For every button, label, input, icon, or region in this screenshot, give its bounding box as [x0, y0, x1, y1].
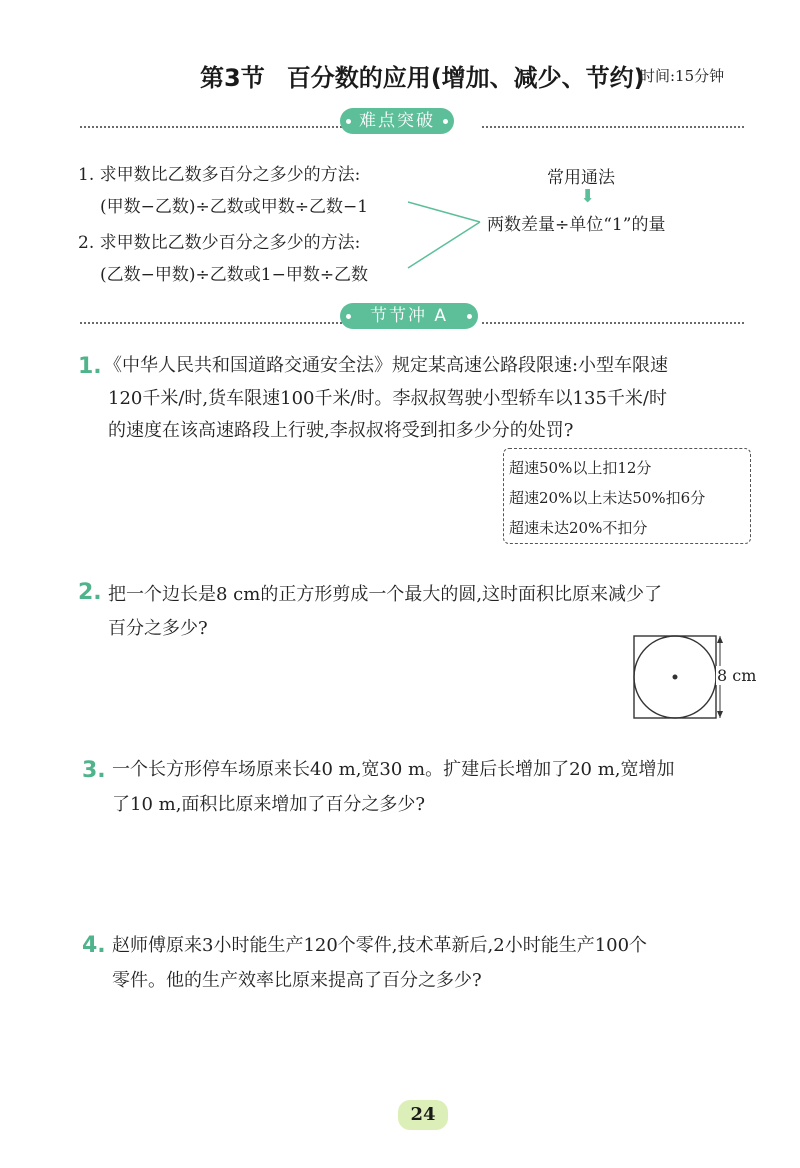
question-number-2: 2.	[78, 580, 102, 605]
question-number-1: 1.	[78, 354, 102, 379]
time-label: 时间:15分钟	[640, 67, 725, 85]
page-title	[200, 58, 645, 93]
question-2-line-2: 百分之多少?	[108, 618, 208, 639]
question-number-4: 4.	[82, 933, 106, 958]
section-title: 百分数的应用(增加、减少、节约)	[286, 64, 645, 92]
method-2-formula: (乙数−甲数)÷乙数或1−甲数÷乙数	[100, 265, 369, 285]
question-1-line-2: 120千米/时,货车限速100千米/时。李叔叔驾驶小型轿车以135千米/时	[108, 388, 667, 409]
down-arrow-icon: ⬇	[580, 186, 596, 207]
divider-right	[482, 126, 744, 128]
question-2-line-1: 把一个边长是8 cm的正方形剪成一个最大的圆,这时面积比原来减少了	[108, 584, 663, 605]
banner-label-2: 节节冲 A	[369, 306, 449, 326]
common-method-label: 常用通法	[547, 168, 615, 188]
method-2-title: 2. 求甲数比乙数少百分之多少的方法:	[78, 233, 361, 253]
penalty-rule-3: 超速未达20%不扣分	[509, 519, 648, 537]
page-number: 24	[398, 1100, 448, 1130]
bracket-lines	[400, 190, 490, 280]
question-4-line-1: 赵师傅原来3小时能生产120个零件,技术革新后,2小时能生产100个	[112, 935, 648, 956]
section-label: 第3节	[200, 64, 265, 92]
penalty-rule-1: 超速50%以上扣12分	[509, 459, 652, 477]
side-length-label: 8 cm	[717, 666, 757, 685]
divider-right-2	[482, 322, 744, 324]
banner-level-a	[340, 303, 478, 329]
method-1-formula: (甲数−乙数)÷乙数或甲数÷乙数−1	[100, 197, 369, 217]
question-3-line-1: 一个长方形停车场原来长40 m,宽30 m。扩建后长增加了20 m,宽增加	[112, 759, 675, 780]
question-4-line-2: 零件。他的生产效率比原来提高了百分之多少?	[112, 970, 482, 991]
penalty-rule-2: 超速20%以上未达50%扣6分	[509, 489, 706, 507]
question-number-3: 3.	[82, 758, 106, 783]
banner-difficult-breakthrough	[340, 108, 454, 134]
method-1-title: 1. 求甲数比乙数多百分之多少的方法:	[78, 165, 361, 185]
divider-left	[80, 126, 342, 128]
question-1-line-3: 的速度在该高速路段上行驶,李叔叔将受到扣多少分的处罚?	[108, 420, 574, 441]
question-3-line-2: 了10 m,面积比原来增加了百分之多少?	[112, 794, 426, 815]
common-method-formula: 两数差量÷单位“1”的量	[487, 215, 666, 235]
divider-left-2	[80, 322, 342, 324]
question-1-line-1: 《中华人民共和国道路交通安全法》规定某高速公路段限速:小型车限速	[104, 355, 669, 376]
banner-label: 难点突破	[359, 111, 435, 131]
